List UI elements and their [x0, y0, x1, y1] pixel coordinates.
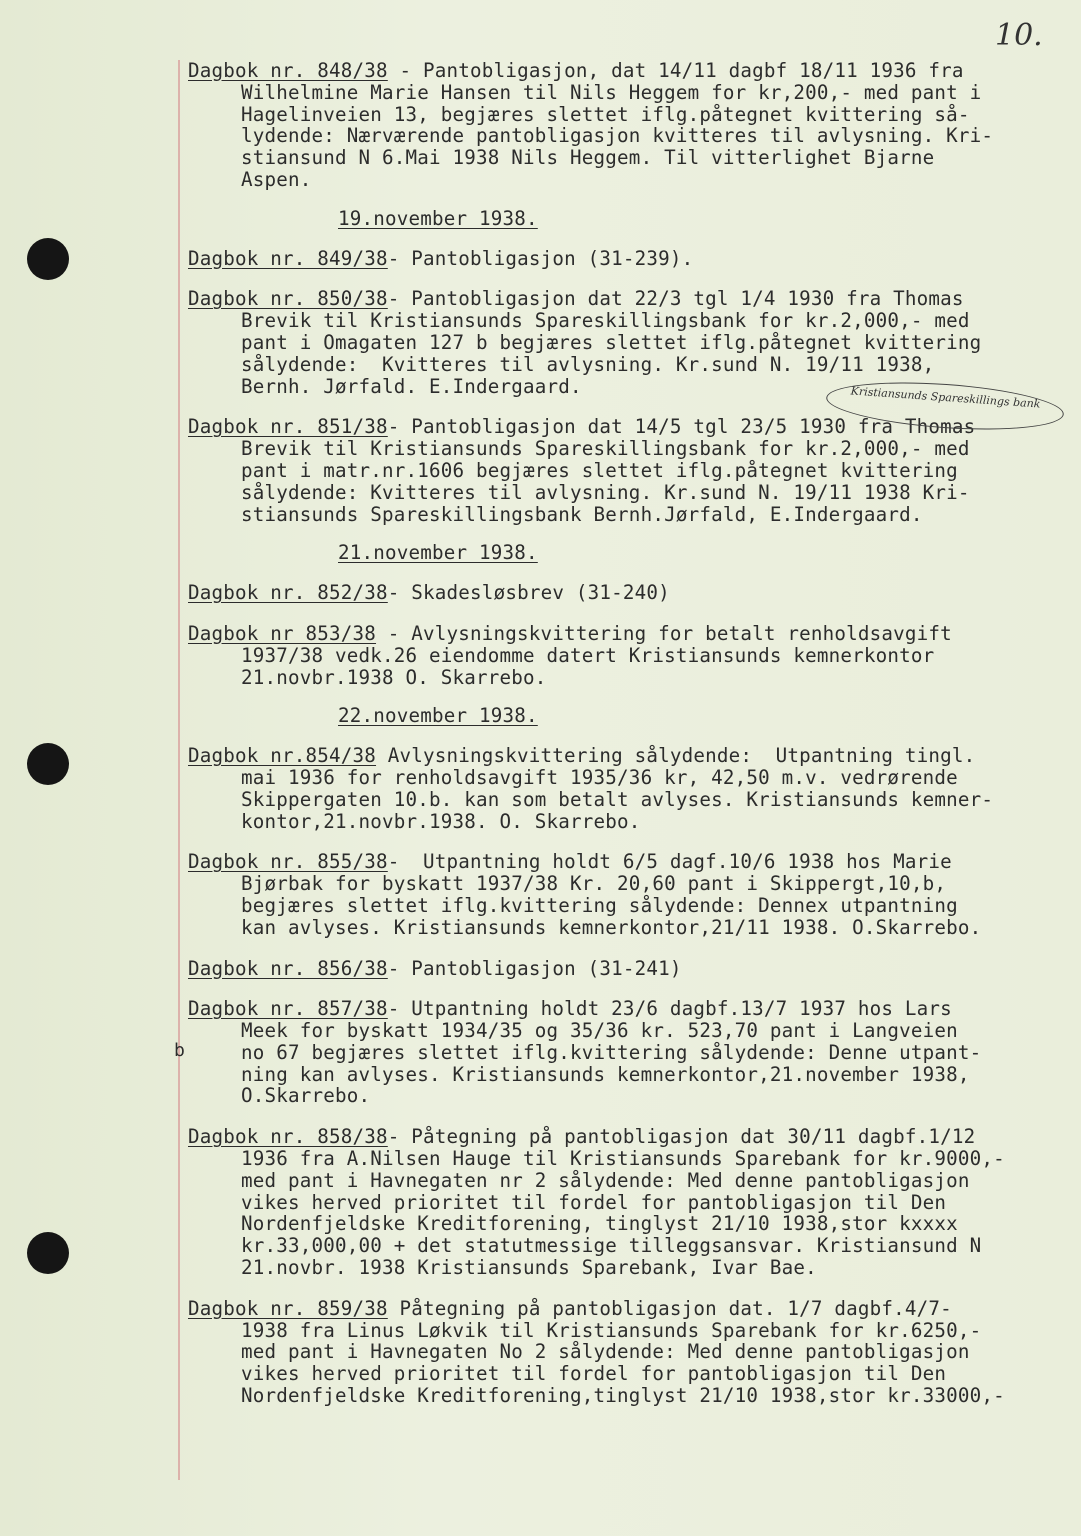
journal-entry [188, 1298, 1068, 1407]
punch-hole-icon [27, 1232, 69, 1274]
entry-line [188, 667, 1068, 689]
entry-text: Brevik til Kristiansunds Spareskillingsbank for kr.2,000,- med [241, 309, 970, 333]
entry-line [188, 895, 1068, 917]
entry-line [188, 248, 1068, 270]
journal-entry [188, 745, 1068, 832]
entry-label: Dagbok nr. 848/38 [188, 59, 388, 82]
entry-text: - Utpantning holdt 6/5 dagf.10/6 1938 hos Marie [387, 850, 952, 874]
entry-line [188, 1363, 1068, 1385]
journal-entry [188, 582, 1068, 604]
entry-text: stiansunds Spareskillingsbank Bernh.Jørfald, E.Indergaard. [241, 502, 923, 526]
journal-entry [188, 623, 1068, 688]
entry-text: mai 1936 for renholdsavgift 1935/36 kr, 42,50 m.v. vedrørende [241, 765, 958, 789]
entry-line [188, 504, 1068, 526]
entry-line [188, 1148, 1068, 1170]
entry-line [188, 169, 1068, 191]
entry-text: Aspen. [241, 167, 312, 191]
journal-entry [188, 998, 1068, 1107]
entry-line [188, 354, 1068, 376]
entry-text: ning kan avlyses. Kristiansunds kemnerkontor,21.november 1938, [241, 1062, 970, 1086]
entry-text: stiansund N 6.Mai 1938 Nils Heggem. Til vitterlighet Bjarne [241, 146, 935, 170]
ledger-text [188, 60, 1068, 1426]
entry-text: vikes herved prioritet til fordel for pantobligasjon til Den [241, 1362, 947, 1386]
entry-text: med pant i Havnegaten nr 2 sålydende: Med denne pantobligasjon [241, 1168, 970, 1192]
date-heading: 21.november 1938. [338, 541, 538, 565]
entry-label: Dagbok nr. 856/38 [188, 956, 388, 980]
entry-line [188, 1385, 1068, 1407]
entry-line [188, 482, 1068, 504]
entry-line [188, 998, 1068, 1020]
entry-line [188, 60, 1068, 82]
entry-label: Dagbok nr. 851/38 [188, 415, 388, 439]
entry-text: Påtegning på pantobligasjon dat. 1/7 dagbf.4/7- [387, 1296, 952, 1320]
entry-label: Dagbok nr. 858/38 [188, 1125, 388, 1149]
entry-line [188, 1170, 1068, 1192]
entry-text: kontor,21.novbr.1938. O. Skarrebo. [241, 809, 641, 833]
page-number: 10. [995, 18, 1043, 53]
entry-line [188, 310, 1068, 332]
entry-label: Dagbok nr.854/38 [188, 744, 377, 768]
entry-label: Dagbok nr. 849/38 [188, 246, 388, 270]
entry-line [188, 623, 1068, 645]
entry-text: 21.novbr.1938 O. Skarrebo. [241, 665, 547, 689]
entry-line [188, 958, 1068, 980]
entry-text: no 67 begjæres slettet iflg.kvittering sålydende: Denne utpant- [241, 1040, 982, 1064]
entry-text: - Pantobligasjon (31-239). [387, 246, 694, 270]
journal-entry [188, 248, 1068, 270]
entry-text: pant i Omagaten 127 b begjæres slettet iflg.påtegnet kvittering [241, 330, 982, 354]
entry-text: 1936 fra A.Nilsen Hauge til Kristiansunds Sparebank for kr.9000,- [241, 1147, 1005, 1171]
journal-entry [188, 958, 1068, 980]
entry-text: - Pantobligasjon dat 14/5 tgl 23/5 1930 fra Thomas [387, 415, 976, 439]
margin-mark: b [174, 1040, 185, 1061]
entry-line [188, 1192, 1068, 1214]
entry-line [188, 288, 1068, 310]
entry-line [188, 1320, 1068, 1342]
entry-line [188, 645, 1068, 667]
entry-line [188, 1085, 1068, 1107]
entry-text: Bernh. Jørfald. E.Indergaard. [241, 374, 582, 398]
entry-line [188, 1257, 1068, 1279]
journal-entry [188, 851, 1068, 938]
entry-label: Dagbok nr. 852/38 [188, 581, 388, 605]
entry-text: vikes herved prioritet til fordel for pantobligasjon til Den [241, 1190, 947, 1214]
entry-line [188, 332, 1068, 354]
entry-text: - Pantobligasjon dat 22/3 tgl 1/4 1930 fra Thomas [387, 287, 964, 311]
entry-line [188, 745, 1068, 767]
journal-entry [188, 60, 1068, 191]
date-heading: 19.november 1938. [338, 206, 538, 230]
entry-text: 21.novbr. 1938 Kristiansunds Sparebank, Ivar Bae. [241, 1256, 817, 1280]
entry-text: kan avlyses. Kristiansunds kemnerkontor,21/11 1938. O.Skarrebo. [241, 915, 982, 939]
entry-text: pant i matr.nr.1606 begjæres slettet iflg.påtegnet kvittering [241, 458, 958, 482]
entry-label: Dagbok nr 853/38 [188, 621, 377, 645]
entry-text: Wilhelmine Marie Hansen til Nils Heggem for kr,200,- med pant i [241, 80, 982, 104]
entry-text: kr.33,000,00 + det statutmessige tilleggsansvar. Kristiansund N [241, 1234, 982, 1258]
entry-line [188, 125, 1068, 147]
entry-text: Hagelinveien 13, begjæres slettet iflg.påtegnet kvittering så- [241, 102, 970, 126]
entry-label: Dagbok nr. 859/38 [188, 1296, 388, 1320]
entry-text: - Pantobligasjon, dat 14/11 dagbf 18/11 1936 fra [387, 59, 964, 82]
entry-text: sålydende: Kvitteres til avlysning. Kr.sund N. 19/11 1938, [241, 352, 935, 376]
entry-line [188, 1126, 1068, 1148]
punch-hole-icon [27, 743, 69, 785]
entry-label: Dagbok nr. 850/38 [188, 287, 388, 311]
entry-text: Bjørbak for byskatt 1937/38 Kr. 20,60 pant i Skippergt,10,b, [241, 872, 947, 896]
entry-line [188, 811, 1068, 833]
entry-text: O.Skarrebo. [241, 1084, 371, 1108]
entry-line [188, 1235, 1068, 1257]
entry-text: 1937/38 vedk.26 eiendomme datert Kristiansunds kemnerkontor [241, 643, 935, 667]
entry-line [188, 917, 1068, 939]
handwritten-note-text: Kristiansunds Spareskillings bank [850, 384, 1041, 411]
punch-hole-icon [27, 238, 69, 280]
entry-line [188, 104, 1068, 126]
entry-text: Avlysningskvittering sålydende: Utpantning tingl. [376, 744, 976, 768]
entry-line [188, 851, 1068, 873]
entry-text: med pant i Havnegaten No 2 sålydende: Med denne pantobligasjon [241, 1340, 970, 1364]
entry-text: - Skadesløsbrev (31-240) [387, 581, 670, 605]
entry-line [188, 582, 1068, 604]
entry-line [188, 1064, 1068, 1086]
entry-text: Nordenfjeldske Kreditforening,tinglyst 21/10 1938,stor kr.33000,- [241, 1384, 1005, 1408]
entry-line [188, 460, 1068, 482]
entry-text: - Utpantning holdt 23/6 dagbf.13/7 1937 hos Lars [387, 997, 952, 1021]
journal-entry [188, 416, 1068, 525]
entry-text: Brevik til Kristiansunds Spareskillingsbank for kr.2,000,- med [241, 437, 970, 461]
entry-text: begjæres slettet iflg.kvittering sålydende: Dennex utpantning [241, 893, 958, 917]
margin-line [178, 60, 180, 1480]
entry-line [188, 1213, 1068, 1235]
entry-text: - Pantobligasjon (31-241) [387, 956, 682, 980]
entry-text: Nordenfjeldske Kreditforening, tinglyst 21/10 1938,stor kxxxx [241, 1212, 958, 1236]
entry-text: - Avlysningskvittering for betalt renholdsavgift [376, 621, 952, 645]
entry-text: Meek for byskatt 1934/35 og 35/36 kr. 523,70 pant i Langveien [241, 1019, 958, 1043]
entry-line [188, 82, 1068, 104]
entry-text: sålydende: Kvitteres til avlysning. Kr.sund N. 19/11 1938 Kri- [241, 480, 970, 504]
date-heading: 22.november 1938. [338, 704, 538, 728]
entry-label: Dagbok nr. 857/38 [188, 997, 388, 1021]
entry-line [188, 438, 1068, 460]
entry-line [188, 1341, 1068, 1363]
entry-text: lydende: Nærværende pantobligasjon kvitteres til avlysning. Kri- [241, 124, 994, 148]
entry-line [188, 1298, 1068, 1320]
entry-text: 1938 fra Linus Løkvik til Kristiansunds Sparebank for kr.6250,- [241, 1318, 982, 1342]
journal-entry [188, 1126, 1068, 1279]
entry-line [188, 1020, 1068, 1042]
entry-text: - Påtegning på pantobligasjon dat 30/11 dagbf.1/12 [387, 1125, 976, 1149]
entry-line [188, 147, 1068, 169]
entry-line [188, 767, 1068, 789]
journal-entry [188, 288, 1068, 397]
entry-line [188, 789, 1068, 811]
entry-line [188, 873, 1068, 895]
entry-label: Dagbok nr. 855/38 [188, 850, 388, 874]
entry-line [188, 1042, 1068, 1064]
entry-text: Skippergaten 10.b. kan som betalt avlyses. Kristiansunds kemner- [241, 787, 994, 811]
